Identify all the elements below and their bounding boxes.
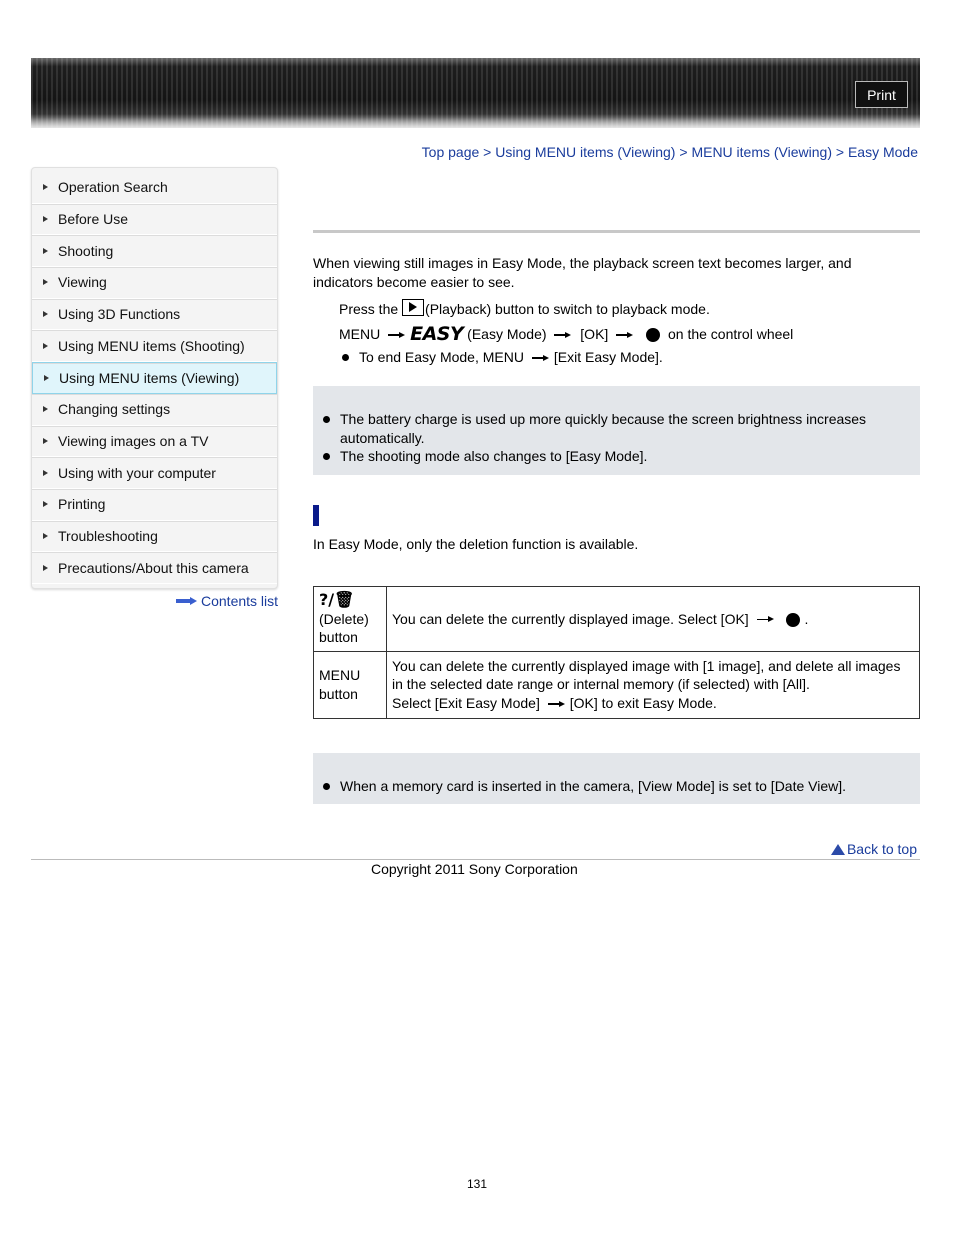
step-text: on the control wheel bbox=[667, 326, 794, 342]
table-row bbox=[314, 587, 920, 652]
bullet-icon bbox=[323, 783, 330, 790]
arrow-right-icon bbox=[43, 470, 48, 476]
cell-text: Select [Exit Easy Mode] bbox=[392, 694, 540, 711]
sidebar-item-viewing-tv[interactable] bbox=[32, 426, 277, 458]
arrow-right-icon bbox=[43, 279, 48, 285]
delete-icon: ?/🗑 bbox=[319, 590, 355, 609]
sidebar-item-menu-shooting[interactable] bbox=[32, 330, 277, 362]
cell-text: button bbox=[319, 629, 358, 645]
arrow-right-icon bbox=[43, 248, 48, 254]
sidebar-item-computer[interactable] bbox=[32, 457, 277, 489]
sidebar-item-label: Viewing bbox=[58, 274, 107, 291]
note-text: When a memory card is inserted in the camera, [View Mode] is set to [Date View]. bbox=[340, 778, 847, 794]
arrow-right-icon bbox=[43, 501, 48, 507]
function-table bbox=[313, 586, 920, 719]
cell-text: in the selected date range or internal memory (if selected) with [All]. bbox=[392, 676, 810, 693]
note-item bbox=[323, 447, 647, 466]
sidebar-item-viewing[interactable] bbox=[32, 267, 277, 299]
sidebar-item-label: Using MENU items (Viewing) bbox=[59, 369, 240, 386]
sidebar-item-shooting[interactable] bbox=[32, 235, 277, 267]
sidebar-item-precautions[interactable] bbox=[32, 552, 277, 584]
bullet-icon bbox=[323, 416, 330, 423]
breadcrumb-using-menu-viewing[interactable]: Using MENU items (Viewing) bbox=[495, 144, 676, 160]
sidebar-item-label: Changing settings bbox=[58, 401, 171, 418]
step-text: Press the bbox=[339, 301, 399, 317]
cell-text: You can delete the currently displayed image. Select [OK] bbox=[392, 610, 749, 627]
title-divider bbox=[313, 230, 920, 233]
sidebar-item-label: Using 3D Functions bbox=[58, 306, 181, 323]
bullet-icon bbox=[342, 354, 349, 361]
note-text: The shooting mode also changes to [Easy Mode]. bbox=[340, 448, 648, 464]
note-text: The battery charge is used up more quickly because the screen brightness increases bbox=[340, 411, 867, 427]
copyright-text: Copyright 2011 Sony Corporation bbox=[371, 861, 578, 877]
control-wheel-center-icon bbox=[646, 328, 660, 342]
print-button[interactable]: Print bbox=[855, 81, 908, 108]
sidebar-item-label: Using with your computer bbox=[58, 464, 216, 481]
intro-line: When viewing still images in Easy Mode, the playback screen text becomes larger, and bbox=[313, 255, 852, 271]
breadcrumb-top-page[interactable]: Top page bbox=[421, 144, 480, 160]
step-2-bullet bbox=[342, 348, 663, 367]
arrow-right-icon bbox=[43, 406, 48, 412]
arrow-right-icon bbox=[43, 184, 48, 190]
sidebar-nav bbox=[31, 167, 278, 589]
step-text: [OK] bbox=[580, 326, 609, 342]
step-text: To end Easy Mode, MENU bbox=[359, 349, 524, 365]
sidebar-item-label: Before Use bbox=[58, 211, 129, 228]
breadcrumb-separator: > bbox=[675, 144, 692, 160]
cell-text: button bbox=[319, 685, 358, 702]
step-1 bbox=[339, 299, 710, 319]
up-triangle-icon bbox=[831, 844, 845, 855]
step-2 bbox=[339, 325, 793, 344]
breadcrumb-easy-mode[interactable]: Easy Mode bbox=[847, 144, 918, 160]
table-row bbox=[314, 651, 920, 718]
table-cell-desc bbox=[387, 651, 920, 718]
sidebar-item-label: Precautions/About this camera bbox=[58, 559, 249, 576]
arrow-right-icon bbox=[532, 354, 550, 362]
breadcrumb-separator: > bbox=[479, 144, 496, 160]
control-wheel-center-icon bbox=[786, 613, 800, 627]
arrow-right-icon bbox=[176, 597, 198, 605]
sidebar-item-changing-settings[interactable] bbox=[32, 394, 277, 426]
arrow-right-icon bbox=[44, 375, 49, 381]
back-to-top-label: Back to top bbox=[846, 841, 917, 857]
sidebar-item-menu-viewing[interactable] bbox=[32, 362, 277, 394]
arrow-right-icon bbox=[43, 533, 48, 539]
sidebar-item-label: Shooting bbox=[58, 242, 114, 259]
breadcrumb-separator: > bbox=[831, 144, 848, 160]
step-text: MENU bbox=[339, 326, 381, 342]
cell-text: You can delete the currently displayed image with [1 image], and delete all images bbox=[392, 657, 901, 674]
bullet-icon bbox=[323, 453, 330, 460]
arrow-right-icon bbox=[388, 331, 406, 339]
breadcrumb-menu-items-viewing[interactable]: MENU items (Viewing) bbox=[691, 144, 832, 160]
cell-text bbox=[392, 694, 914, 713]
table-cell-desc bbox=[387, 587, 920, 652]
arrow-right-icon bbox=[757, 616, 775, 624]
playback-icon bbox=[402, 299, 424, 316]
contents-list-link[interactable] bbox=[176, 593, 278, 609]
step-text: (Playback) button to switch to playback mode. bbox=[425, 301, 710, 317]
sidebar-item-before-use[interactable] bbox=[32, 204, 277, 236]
back-to-top-link[interactable] bbox=[831, 841, 917, 857]
table-cell-label bbox=[314, 651, 387, 718]
arrow-right-icon bbox=[548, 700, 566, 708]
sidebar-item-label: Using MENU items (Shooting) bbox=[58, 337, 245, 354]
page-header-banner bbox=[31, 58, 920, 128]
arrow-right-icon bbox=[43, 565, 48, 571]
breadcrumb bbox=[422, 144, 918, 160]
arrow-right-icon bbox=[43, 343, 48, 349]
step-text: [Exit Easy Mode]. bbox=[553, 349, 663, 365]
note-item bbox=[323, 777, 846, 796]
cell-text: . bbox=[804, 610, 809, 627]
cell-text: MENU bbox=[319, 667, 361, 683]
arrow-right-icon bbox=[616, 331, 634, 339]
note-item bbox=[323, 410, 866, 429]
sidebar-item-3d-functions[interactable] bbox=[32, 299, 277, 331]
arrow-right-icon bbox=[43, 438, 48, 444]
cell-text: [OK] to exit Easy Mode. bbox=[569, 694, 717, 711]
sidebar-item-printing[interactable] bbox=[32, 489, 277, 521]
sidebar-item-label: Operation Search bbox=[58, 179, 168, 196]
contents-list-label: Contents list bbox=[201, 593, 279, 609]
page-number: 131 bbox=[466, 1177, 488, 1191]
section-text: In Easy Mode, only the deletion function is available. bbox=[313, 536, 639, 552]
sidebar-item-troubleshooting[interactable] bbox=[32, 521, 277, 553]
arrow-right-icon bbox=[43, 311, 48, 317]
cell-text: (Delete) bbox=[319, 610, 369, 627]
sidebar-item-label: Printing bbox=[58, 496, 106, 513]
arrow-right-icon bbox=[554, 331, 572, 339]
sidebar-item-label: Troubleshooting bbox=[58, 527, 158, 544]
arrow-right-icon bbox=[43, 216, 48, 222]
table-cell-label bbox=[314, 587, 387, 652]
note-text: automatically. bbox=[340, 430, 425, 446]
easy-mode-icon: EASY bbox=[410, 323, 464, 345]
intro-text bbox=[313, 254, 852, 292]
footer-divider bbox=[31, 859, 920, 860]
note-item-continued bbox=[340, 429, 425, 448]
sidebar-item-label: Viewing images on a TV bbox=[58, 432, 209, 449]
sidebar-item-operation-search[interactable] bbox=[32, 172, 277, 204]
step-text: (Easy Mode) bbox=[467, 326, 547, 342]
intro-line: indicators become easier to see. bbox=[313, 274, 515, 290]
section-heading-bar bbox=[313, 505, 319, 526]
